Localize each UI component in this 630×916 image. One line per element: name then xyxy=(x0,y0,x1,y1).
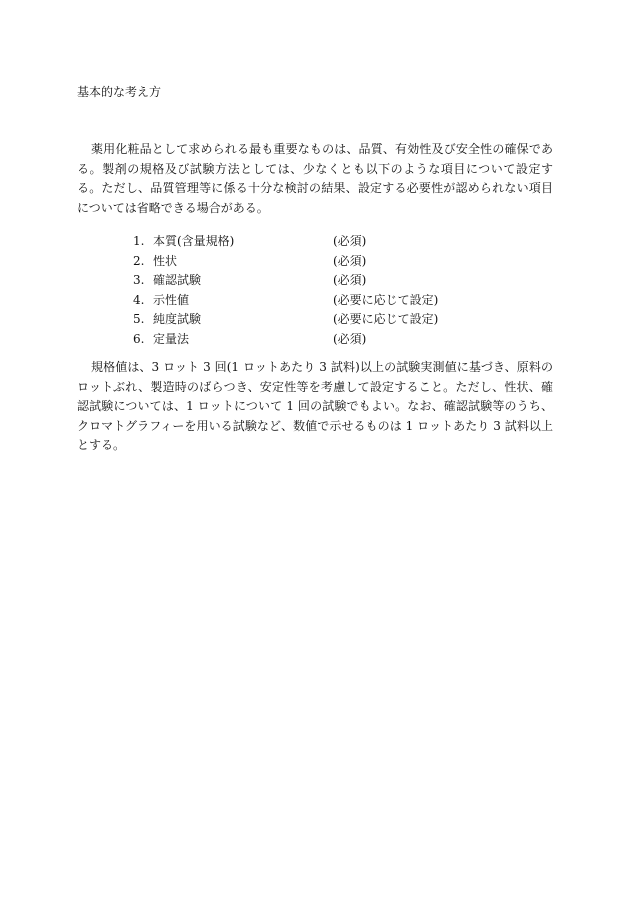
spec-item-name: 示性値 xyxy=(153,292,190,307)
spec-item xyxy=(133,310,463,330)
spec-item-requirement: (必要に応じて設定) xyxy=(333,312,439,326)
section-heading: 基本的な考え方 xyxy=(77,85,162,99)
spec-item-requirement: (必須) xyxy=(333,253,367,268)
spec-item-requirement: (必要に応じて設定) xyxy=(333,292,439,307)
spec-item-number: 4. xyxy=(133,292,145,307)
spec-item-number: 3. xyxy=(133,273,145,287)
spec-item-name: 純度試験 xyxy=(153,312,202,326)
spec-item-name: 確認試験 xyxy=(153,273,202,287)
spec-item xyxy=(133,271,463,291)
spec-item xyxy=(133,232,463,252)
spec-item-requirement: (必須) xyxy=(333,331,367,346)
spec-items-list xyxy=(133,232,463,349)
spec-item-number: 1. xyxy=(133,234,145,248)
spec-item-number: 6. xyxy=(133,331,145,346)
spec-item-number: 5. xyxy=(133,312,145,326)
intro-paragraph: 薬用化粧品として求められる最も重要なものは、品質、有効性及び安全性の確保である。製剤の規格及び試験方法としては、少なくとも以下のような項目について設定する。ただし、品質管理等に係る十分な検討の結果、設定する必要性が認められない項目については省略できる場合がある。 xyxy=(77,142,553,215)
spec-item xyxy=(133,291,463,311)
spec-item xyxy=(133,330,463,350)
spec-item-name: 性状 xyxy=(153,253,178,268)
spec-values-paragraph: 規格値は、3 ロット 3 回(1 ロットあたり 3 試料)以上の試験実測値に基づき、原料のロットぶれ、製造時のばらつき、安定性等を考慮して設定すること。ただし、性状、確認試験については、1 ロットについて 1 回の試験でもよい。なお、確認試験等のうち、クロマトグラフィーを用いる試験など、数値で示せるものは 1 ロットあたり 3 試料以上とする。 xyxy=(77,360,553,452)
spec-item-name: 定量法 xyxy=(153,331,190,346)
spec-item-name: 本質(含量規格) xyxy=(153,234,235,248)
spec-item-requirement: (必須) xyxy=(333,234,367,248)
spec-item-number: 2. xyxy=(133,253,145,268)
spec-item xyxy=(133,252,463,272)
spec-item-requirement: (必須) xyxy=(333,273,367,287)
